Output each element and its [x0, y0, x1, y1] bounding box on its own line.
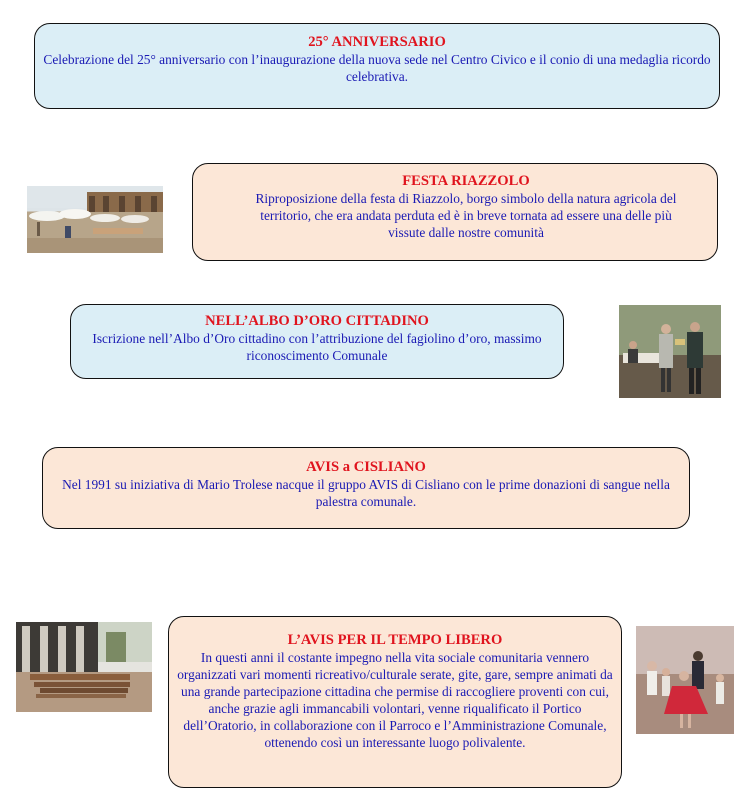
- portico-oratorio-photo: [16, 622, 152, 712]
- section-title: NELL’ALBO D’ORO CITTADINO: [205, 313, 429, 329]
- section-25-anniversario: [34, 23, 720, 109]
- section-title: AVIS a CISLIANO: [306, 459, 426, 475]
- section-festa-riazzolo: [192, 163, 718, 261]
- section-avis-tempo-libero: [168, 616, 622, 788]
- section-title: L’AVIS PER IL TEMPO LIBERO: [287, 632, 503, 648]
- section-text: Iscrizione nell’Albo d’Oro cittadino con l’attribuzione del fagiolino d’oro, massimo riconoscimento Comunale: [92, 331, 542, 363]
- albo-doro-ceremony-photo: [619, 305, 721, 398]
- section-title: 25° ANNIVERSARIO: [308, 34, 446, 50]
- section-title: FESTA RIAZZOLO: [402, 173, 530, 189]
- section-avis-cisliano: [42, 447, 690, 529]
- dancing-photo: [636, 626, 734, 734]
- section-text: Celebrazione del 25° anniversario con l’inaugurazione della nuova sede nel Centro Civico e il conio di una medaglia ricordo celebrativa.: [43, 52, 711, 84]
- section-text: In questi anni il costante impegno nella vita sociale comunitaria vennero organizzati vari momenti ricreativo/culturale serate, gite, gare, sempre animati da una grande partecipazione cittadina che permise di raccogliere proventi con cui, anche grazie agli immancabili volontari, venne riqualificato il Portico dell’Oratorio, in collaborazione con il Parroco e l’Amministrazione Comunale, ottenendo così un interessante luogo polivalente.: [177, 650, 613, 750]
- section-text: Nel 1991 su iniziativa di Mario Trolese nacque il gruppo AVIS di Cisliano con le prime donazioni di sangue nella palestra comunale.: [62, 477, 670, 509]
- festa-riazzolo-photo: [27, 186, 163, 253]
- section-albo-doro: [70, 304, 564, 379]
- section-text: Riproposizione della festa di Riazzolo, borgo simbolo della natura agricola del territorio, che era andata perduta ed è in breve tornata ad essere una delle più vissute dalle nostre comunità: [255, 191, 677, 240]
